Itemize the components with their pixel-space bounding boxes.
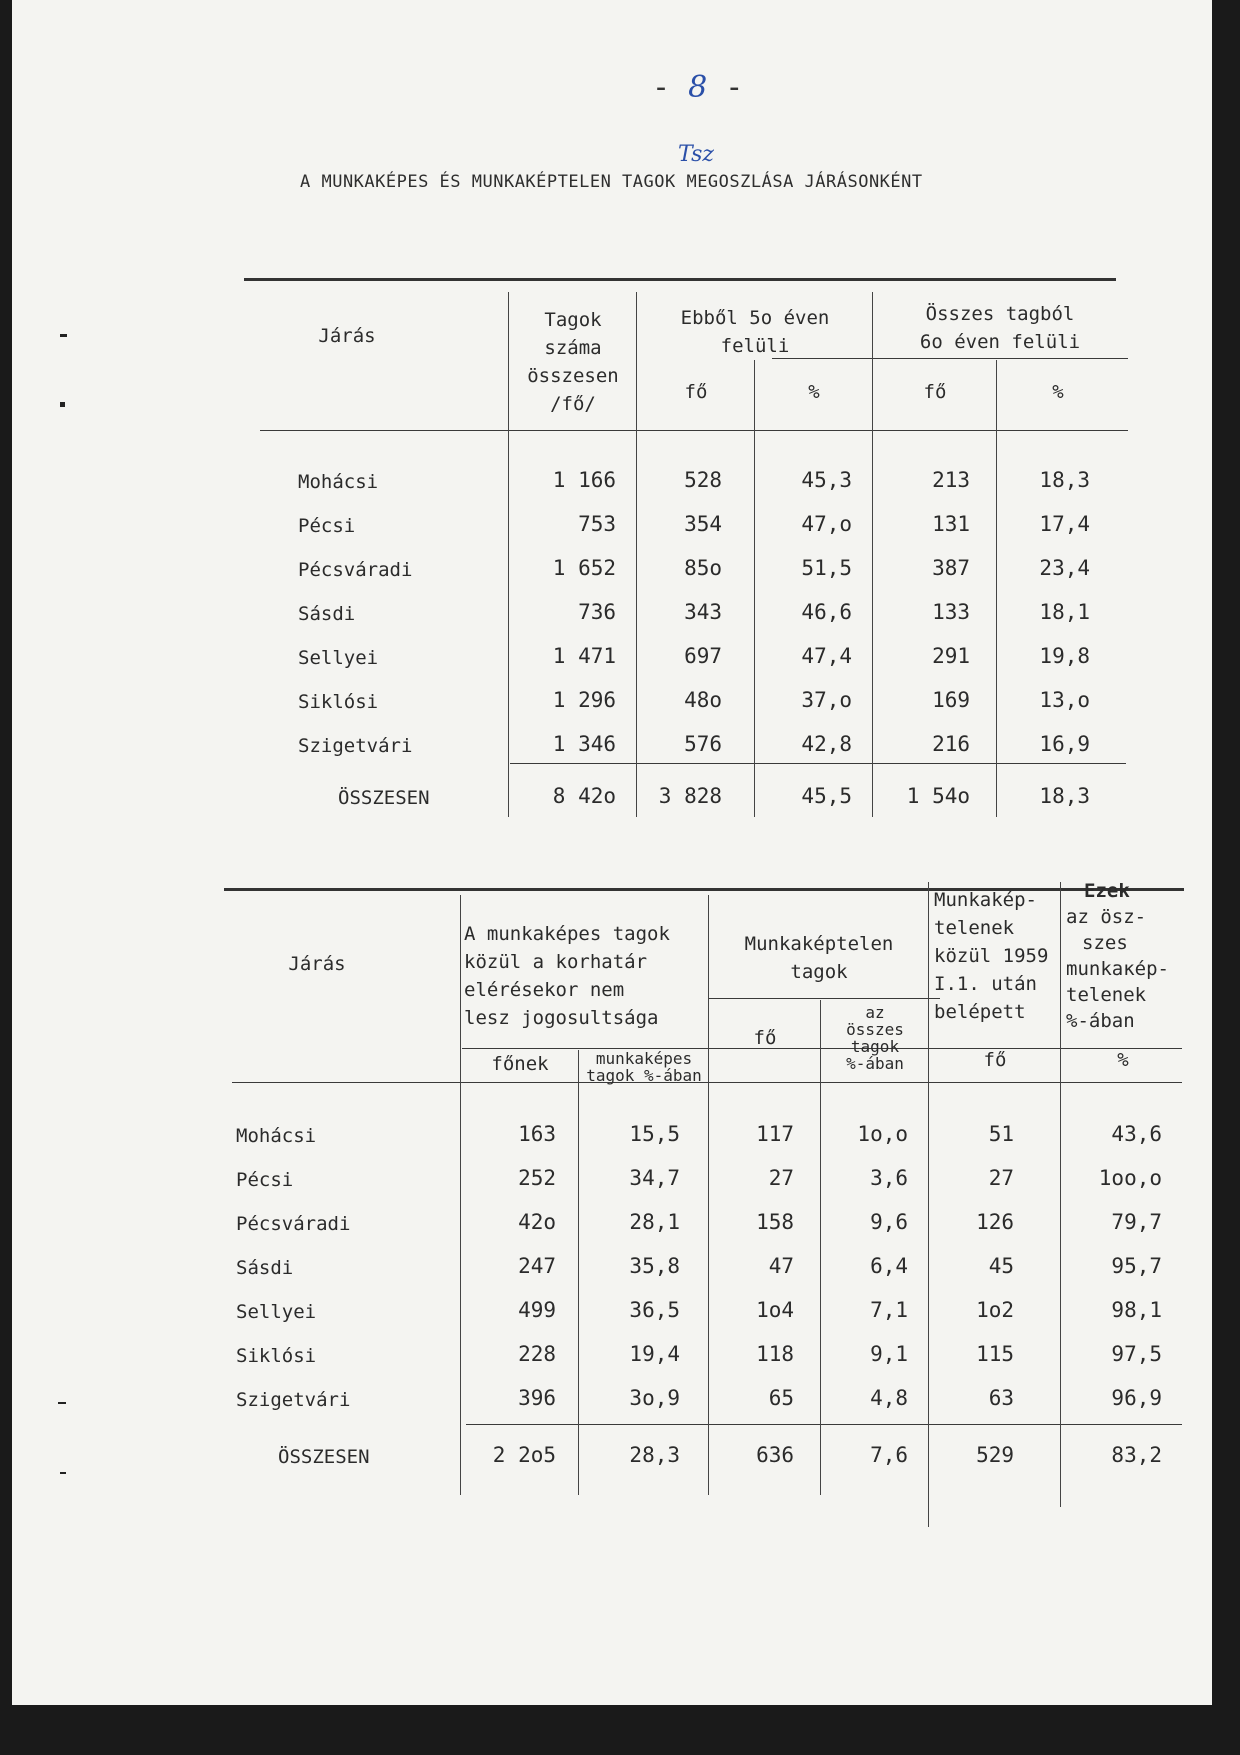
table-cell: 19,4 — [629, 1342, 680, 1366]
col-header-osszes — [874, 300, 1126, 356]
header-line: tagok %-ában — [586, 1066, 702, 1085]
total-cell: 8 42o — [552, 784, 616, 808]
table-cell: 1o,o — [857, 1122, 908, 1146]
subheader-fo: fő — [983, 1049, 1007, 1071]
total-cell: 83,2 — [1111, 1443, 1162, 1467]
header-line: telenek — [934, 917, 1015, 939]
total-row-label: ÖSSZESEN — [338, 787, 430, 809]
table-cell: 65 — [768, 1386, 794, 1410]
table-cell: 118 — [756, 1342, 794, 1366]
table-cell: 753 — [578, 512, 616, 536]
table-cell: 35,8 — [629, 1254, 680, 1278]
table-cell: 131 — [932, 512, 970, 536]
table-2-col-line — [708, 895, 709, 1495]
document-page — [12, 0, 1212, 1705]
table-cell: 51,5 — [801, 556, 852, 580]
table-cell: 1 652 — [552, 556, 616, 580]
table-cell: 354 — [684, 512, 722, 536]
header-line: Ezek — [1084, 880, 1130, 902]
total-cell: 529 — [976, 1443, 1014, 1467]
header-line: Ebből 5o éven — [680, 307, 830, 329]
margin-mark — [58, 1402, 66, 1404]
header-line: elérésekor nem — [464, 979, 625, 1001]
table-cell: 23,4 — [1039, 556, 1090, 580]
row-label: Szigetvári — [298, 735, 413, 757]
header-line: összes — [846, 1020, 904, 1039]
header-line: az ösz- — [1066, 906, 1147, 928]
header-line: közül a korhatár — [464, 951, 648, 973]
col-header-munkakeptelen — [710, 930, 928, 986]
table-cell: 169 — [932, 688, 970, 712]
total-cell: 7,6 — [870, 1443, 908, 1467]
row-label: Sellyei — [236, 1301, 317, 1323]
table-1-col-line — [508, 292, 509, 817]
table-cell: 216 — [932, 732, 970, 756]
table-2-col-line — [460, 895, 461, 1495]
col-header-tagok — [510, 306, 636, 418]
table-cell: 576 — [684, 732, 722, 756]
table-cell: 42o — [518, 1210, 556, 1234]
table-cell: 133 — [932, 600, 970, 624]
table-2-total-rule — [466, 1424, 1182, 1425]
row-label: Sellyei — [298, 647, 379, 669]
table-1-header-rule — [260, 430, 1128, 431]
table-cell: 736 — [578, 600, 616, 624]
table-1-col-line — [754, 360, 755, 817]
table-cell: 42,8 — [801, 732, 852, 756]
header-line: A munkaképes tagok — [464, 923, 670, 945]
table-cell: 85o — [684, 556, 722, 580]
subheader-pct: % — [808, 381, 820, 403]
handwritten-page-number: 8 — [688, 70, 708, 105]
subheader-pct: % — [1117, 1049, 1129, 1071]
table-1-total-rule — [510, 763, 1126, 764]
total-cell: 45,5 — [801, 784, 852, 808]
table-cell: 46,6 — [801, 600, 852, 624]
header-line: munkaкép- — [1066, 958, 1169, 980]
table-cell: 18,3 — [1039, 468, 1090, 492]
header-line: szes — [1082, 932, 1128, 954]
subheader-fo: fő — [923, 381, 947, 403]
table-cell: 247 — [518, 1254, 556, 1278]
total-cell: 1 54o — [906, 784, 970, 808]
subheader-fo: fő — [753, 1027, 777, 1049]
header-line: munkaképes — [595, 1049, 693, 1068]
table-cell: 1o2 — [976, 1298, 1014, 1322]
col-header-jaras: Járás — [288, 953, 346, 975]
table-cell: 15,5 — [629, 1122, 680, 1146]
margin-mark — [60, 1472, 66, 1474]
header-line: I.1. után — [934, 973, 1037, 995]
header-line: belépett — [934, 1001, 1026, 1023]
total-cell: 18,3 — [1039, 784, 1090, 808]
header-line: száma — [544, 337, 602, 359]
header-line: Tagok — [544, 309, 602, 331]
table-cell: 3,6 — [870, 1166, 908, 1190]
table-cell: 1 346 — [552, 732, 616, 756]
header-line: tagok — [790, 961, 848, 983]
page-title: A MUNKAKÉPES ÉS MUNKAKÉPTELEN TAGOK MEGOSZLÁSA JÁRÁSONKÉNT — [300, 172, 923, 192]
table-cell: 47,4 — [801, 644, 852, 668]
table-1-col-line — [636, 292, 637, 817]
table-cell: 252 — [518, 1166, 556, 1190]
table-cell: 96,9 — [1111, 1386, 1162, 1410]
table-cell: 51 — [988, 1122, 1014, 1146]
page-number: - 8 - — [652, 70, 744, 105]
row-label: Szigetvári — [236, 1389, 351, 1411]
row-label: Mohácsi — [236, 1125, 317, 1147]
table-2-col-line — [928, 882, 929, 1527]
table-cell: 228 — [518, 1342, 556, 1366]
row-label: Pécsi — [236, 1169, 294, 1191]
subheader-fo: fő — [684, 381, 708, 403]
table-2-col-line — [578, 1050, 579, 1495]
table-cell: 43,6 — [1111, 1122, 1162, 1146]
table-cell: 45 — [988, 1254, 1014, 1278]
table-cell: 27 — [768, 1166, 794, 1190]
col-header-belepett — [930, 886, 1064, 1026]
table-cell: 1 471 — [552, 644, 616, 668]
total-cell: 3 828 — [658, 784, 722, 808]
table-1-col-line — [996, 360, 997, 817]
margin-mark — [60, 334, 67, 337]
header-line: közül 1959 — [934, 945, 1049, 967]
header-line: /fő/ — [550, 393, 596, 415]
table-cell: 291 — [932, 644, 970, 668]
total-cell: 28,3 — [629, 1443, 680, 1467]
table-cell: 27 — [988, 1166, 1014, 1190]
table-cell: 36,5 — [629, 1298, 680, 1322]
header-line: összesen — [527, 365, 619, 387]
table-cell: 396 — [518, 1386, 556, 1410]
table-cell: 9,6 — [870, 1210, 908, 1234]
col-header-munkakepes — [464, 920, 708, 1032]
row-label: Siklósi — [298, 691, 379, 713]
header-line: %-ában — [846, 1054, 904, 1073]
total-cell: 2 2o5 — [492, 1443, 556, 1467]
table-cell: 63 — [988, 1386, 1014, 1410]
table-2-col-line — [820, 1000, 821, 1495]
header-line: az — [865, 1003, 885, 1022]
table-cell: 4,8 — [870, 1386, 908, 1410]
table-cell: 9,1 — [870, 1342, 908, 1366]
subheader-munkakepes-pct — [580, 1050, 708, 1084]
table-cell: 117 — [756, 1122, 794, 1146]
header-line: %-ában — [1066, 1010, 1135, 1032]
table-cell: 1 166 — [552, 468, 616, 492]
table-cell: 97,5 — [1111, 1342, 1162, 1366]
table-cell: 45,3 — [801, 468, 852, 492]
col-header-jaras: Járás — [318, 325, 376, 347]
table-cell: 343 — [684, 600, 722, 624]
table-cell: 34,7 — [629, 1166, 680, 1190]
header-line: lesz jogosultsága — [464, 1007, 659, 1029]
table-cell: 13,o — [1039, 688, 1090, 712]
row-label: Pécsváradi — [298, 559, 413, 581]
table-cell: 17,4 — [1039, 512, 1090, 536]
header-line: telenek — [1066, 984, 1147, 1006]
table-cell: 528 — [684, 468, 722, 492]
subheader-osszes-tagok-pct — [822, 1004, 928, 1072]
table-cell: 98,1 — [1111, 1298, 1162, 1322]
row-label: Mohácsi — [298, 471, 379, 493]
header-line: Összes tagból — [925, 303, 1075, 325]
table-2-mid-rule — [708, 998, 940, 999]
header-line: felüli — [720, 335, 790, 357]
table-cell: 697 — [684, 644, 722, 668]
row-label: Sásdi — [298, 603, 356, 625]
table-cell: 158 — [756, 1210, 794, 1234]
table-cell: 115 — [976, 1342, 1014, 1366]
row-label: Pécsváradi — [236, 1213, 351, 1235]
total-row-label: ÖSSZESEN — [278, 1446, 370, 1468]
table-cell: 95,7 — [1111, 1254, 1162, 1278]
table-cell: 6,4 — [870, 1254, 908, 1278]
table-cell: 499 — [518, 1298, 556, 1322]
table-cell: 28,1 — [629, 1210, 680, 1234]
table-1-top-rule — [244, 278, 1116, 281]
table-cell: 1 296 — [552, 688, 616, 712]
table-cell: 19,8 — [1039, 644, 1090, 668]
table-cell: 16,9 — [1039, 732, 1090, 756]
table-cell: 7,1 — [870, 1298, 908, 1322]
col-header-ezek — [1062, 878, 1188, 1034]
table-cell: 48o — [684, 688, 722, 712]
row-label: Siklósi — [236, 1345, 317, 1367]
header-line: Munkaképtelen — [744, 933, 894, 955]
table-cell: 126 — [976, 1210, 1014, 1234]
margin-mark — [60, 402, 65, 407]
table-cell: 79,7 — [1111, 1210, 1162, 1234]
table-cell: 387 — [932, 556, 970, 580]
total-cell: 636 — [756, 1443, 794, 1467]
col-header-ebbol — [638, 304, 872, 360]
table-cell: 47 — [768, 1254, 794, 1278]
table-cell: 18,1 — [1039, 600, 1090, 624]
row-label: Sásdi — [236, 1257, 294, 1279]
table-cell: 163 — [518, 1122, 556, 1146]
table-cell: 213 — [932, 468, 970, 492]
table-cell: 37,o — [801, 688, 852, 712]
table-cell: 47,o — [801, 512, 852, 536]
handwritten-note: Tsz — [678, 142, 714, 167]
table-1-col-line — [872, 292, 873, 817]
header-line: 6o éven felüli — [919, 331, 1081, 353]
table-cell: 1oo,o — [1098, 1166, 1162, 1190]
header-line: Munkakép- — [934, 889, 1037, 911]
row-label: Pécsi — [298, 515, 356, 537]
subheader-pct: % — [1052, 381, 1064, 403]
header-line: tagok — [850, 1037, 900, 1056]
table-cell: 3o,9 — [629, 1386, 680, 1410]
subheader-fonek: főnek — [491, 1053, 549, 1075]
table-cell: 1o4 — [756, 1298, 794, 1322]
